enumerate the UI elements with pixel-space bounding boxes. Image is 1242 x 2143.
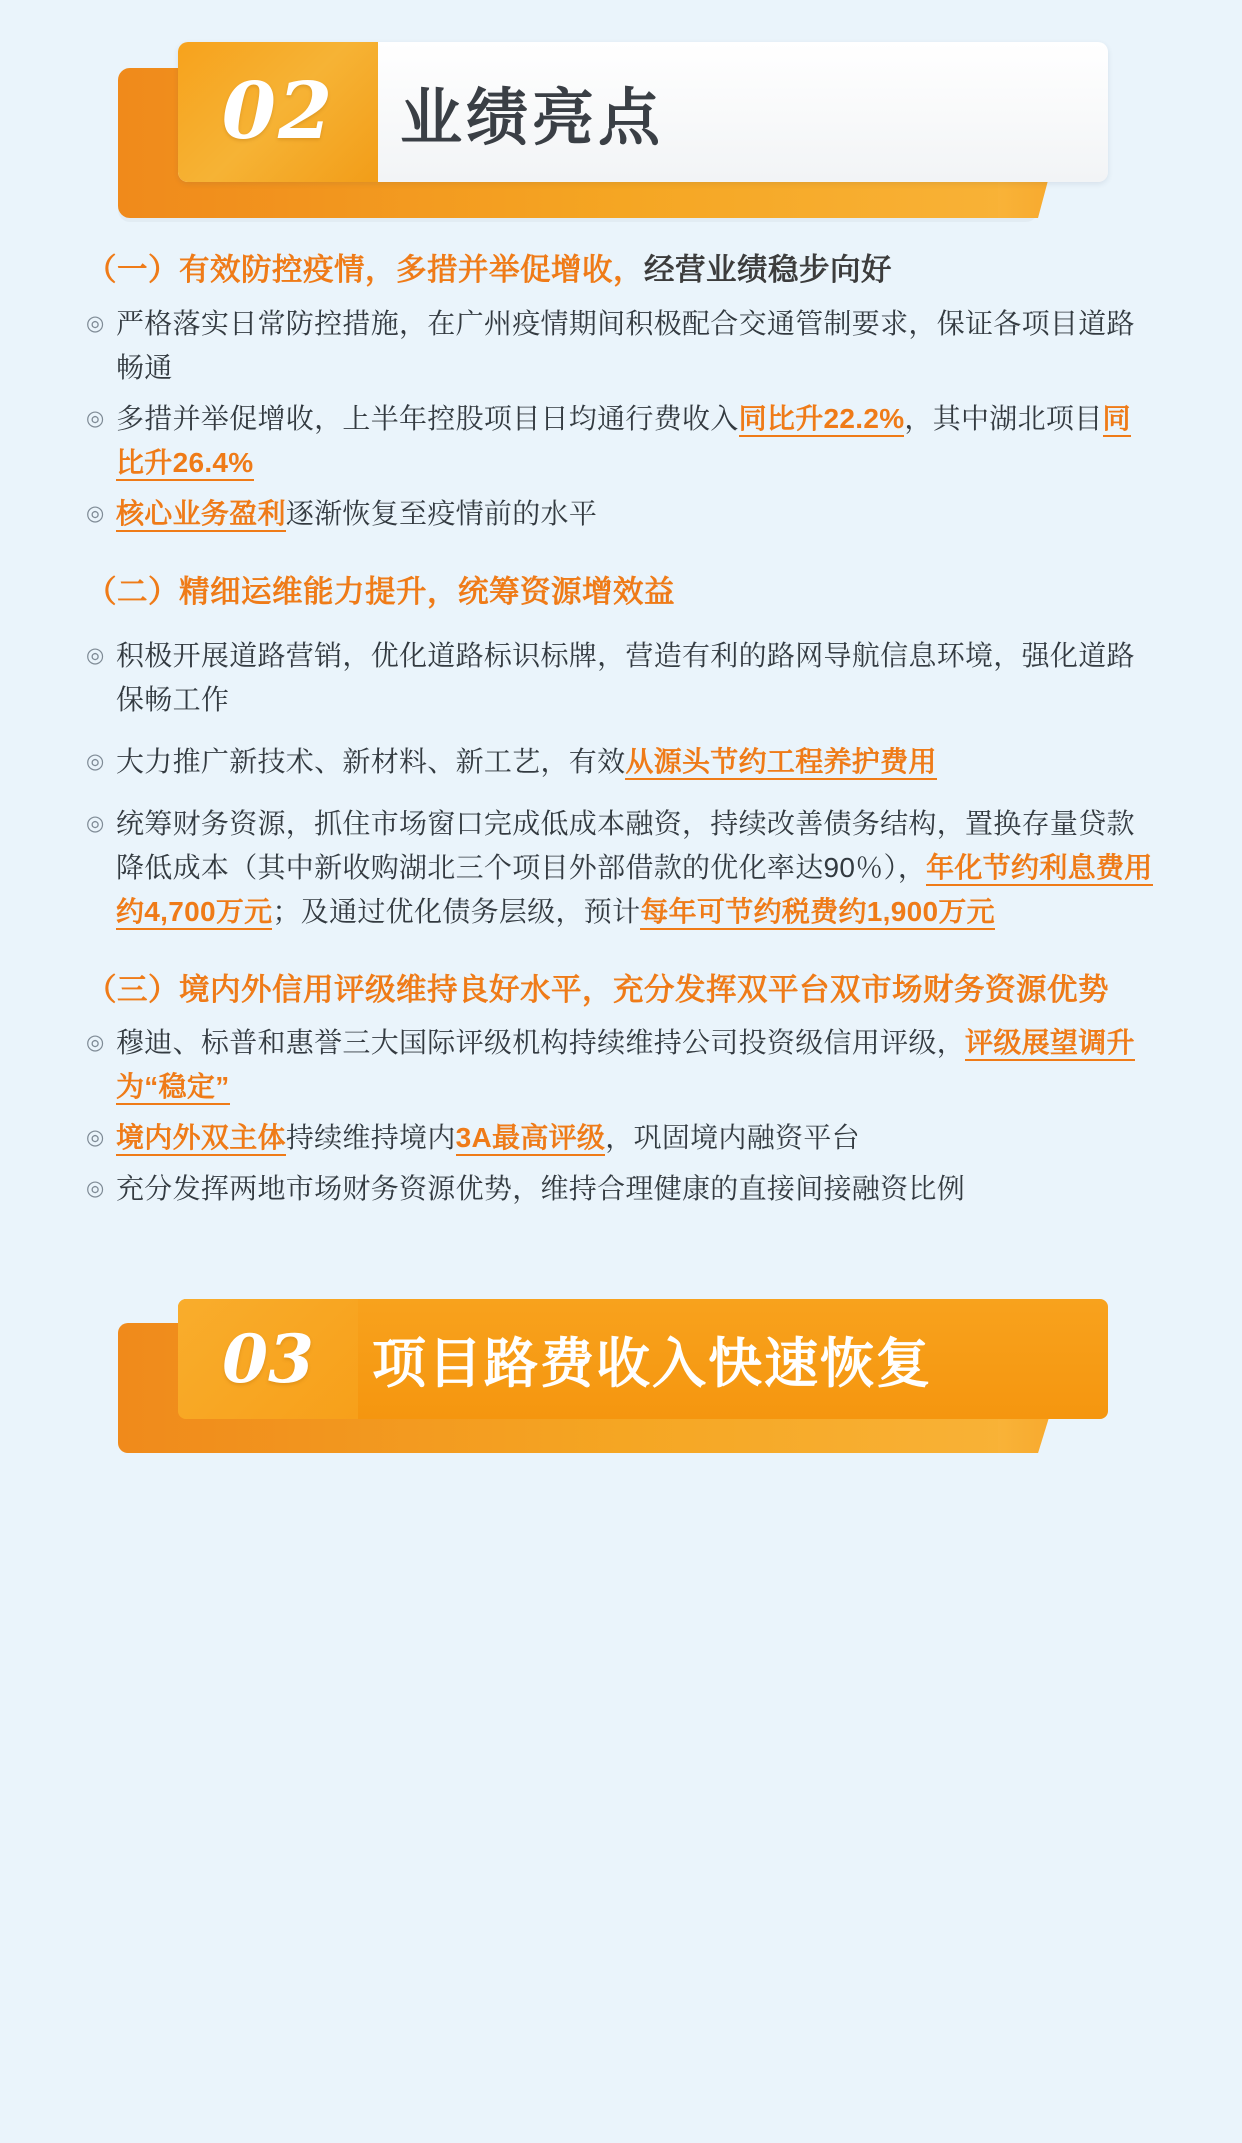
text-run: 穆迪、标普和惠誉三大国际评级机构持续维持公司投资级信用评级， — [116, 1027, 966, 1059]
section-number: 02 — [221, 66, 335, 157]
group-3-heading: （三）境内外信用评级维持良好水平，充分发挥双平台双市场财务资源优势 — [86, 972, 1109, 1007]
highlight-run: 年化节约利息费用约4,700万元 — [116, 852, 1153, 930]
page-title: 业绩亮点 — [400, 83, 665, 153]
list-item-text — [116, 802, 1156, 934]
group-1-heading-orange: （一）有效防控疫情，多措并举促增收， — [86, 253, 644, 287]
text-run: ；及通过优化债务层级，预计 — [272, 895, 641, 927]
list-item — [86, 397, 1156, 485]
circle-bullet-icon: ◎ — [86, 311, 105, 335]
section-group-1 — [86, 248, 1156, 536]
circle-bullet-icon: ◎ — [86, 643, 105, 667]
list-item — [86, 740, 1156, 784]
highlight-run: 从源头节约工程养护费用 — [625, 746, 936, 780]
circle-bullet-icon: ◎ — [86, 1031, 105, 1055]
circle-bullet-icon: ◎ — [86, 406, 105, 430]
list-item — [86, 802, 1156, 934]
highlight-run: 每年可节约税费约1,900万元 — [640, 896, 995, 930]
text-run: 大力推广新技术、新材料、新工艺，有效 — [116, 745, 626, 777]
list-item — [86, 492, 1156, 536]
list-item — [86, 1021, 1156, 1109]
highlight-run: 境内外双主体 — [116, 1122, 286, 1156]
group-1-heading-dark: 经营业绩稳步向好 — [644, 253, 892, 287]
highlight-run: 核心业务盈利 — [116, 498, 286, 532]
text-run: 统筹财务资源，抓住市场窗口完成低成本融资，持续改善债务结构，置换存量贷款降低成本（其中新收购湖北三个项目外部借款的优化率达90％）， — [116, 807, 1135, 883]
section-group-2 — [86, 570, 1156, 934]
highlight-run: 3A最高评级 — [456, 1122, 606, 1156]
text-run: 充分发挥两地市场财务资源优势，维持合理健康的直接间接融资比例 — [116, 1173, 966, 1205]
list-item-text — [116, 302, 1156, 390]
list-item-text — [116, 492, 1156, 536]
group-2-heading — [86, 570, 1156, 616]
footer-section-banner — [0, 1251, 1242, 1471]
list-item-text — [116, 634, 1156, 722]
text-run: 持续维持境内 — [285, 1122, 456, 1154]
text-run: ，巩固境内融资平台 — [605, 1122, 860, 1154]
section-banner — [0, 0, 1242, 230]
circle-bullet-icon: ◎ — [86, 1177, 105, 1201]
text-run: 逐渐恢复至疫情前的水平 — [285, 497, 598, 529]
list-item-text — [116, 740, 1156, 784]
circle-bullet-icon: ◎ — [86, 1126, 105, 1150]
group-2-heading-dark: 精细运维能力提升，统筹资源增效益 — [179, 574, 675, 609]
banner-number-badge — [178, 42, 378, 182]
highlight-run: 同比升26.4% — [116, 403, 1131, 481]
highlight-run: 评级展望调升为“稳定” — [116, 1027, 1135, 1105]
highlight-run: 同比升22.2% — [739, 403, 905, 437]
circle-bullet-icon: ◎ — [86, 749, 105, 773]
list-item — [86, 302, 1156, 390]
list-item — [86, 1167, 1156, 1211]
text-run: 积极开展道路营销，优化道路标识标牌，营造有利的路网导航信息环境，强化道路保畅工作 — [116, 639, 1135, 715]
section-group-3 — [86, 968, 1156, 1212]
footer-section-number: 03 — [222, 1320, 314, 1399]
text-run: ，其中湖北项目 — [904, 402, 1103, 434]
footer-section-title: 项目路费收入快速恢复 — [372, 1333, 932, 1394]
list-item — [86, 1116, 1156, 1160]
list-item-text — [116, 1167, 1156, 1211]
list-item-text — [116, 1021, 1156, 1109]
circle-bullet-icon: ◎ — [86, 501, 105, 525]
text-run: 多措并举促增收，上半年控股项目日均通行费收入 — [116, 402, 739, 434]
list-item-text — [116, 397, 1156, 485]
list-item-text — [116, 1116, 1156, 1160]
group-1-heading — [86, 248, 1156, 294]
footer-banner-number-badge — [178, 1299, 358, 1419]
group-2-heading-orange: （二） — [86, 574, 179, 609]
text-run: 严格落实日常防控措施，在广州疫情期间积极配合交通管制要求，保证各项目道路畅通 — [116, 307, 1135, 383]
content-area — [0, 230, 1242, 1211]
list-item — [86, 634, 1156, 722]
circle-bullet-icon: ◎ — [86, 811, 105, 835]
